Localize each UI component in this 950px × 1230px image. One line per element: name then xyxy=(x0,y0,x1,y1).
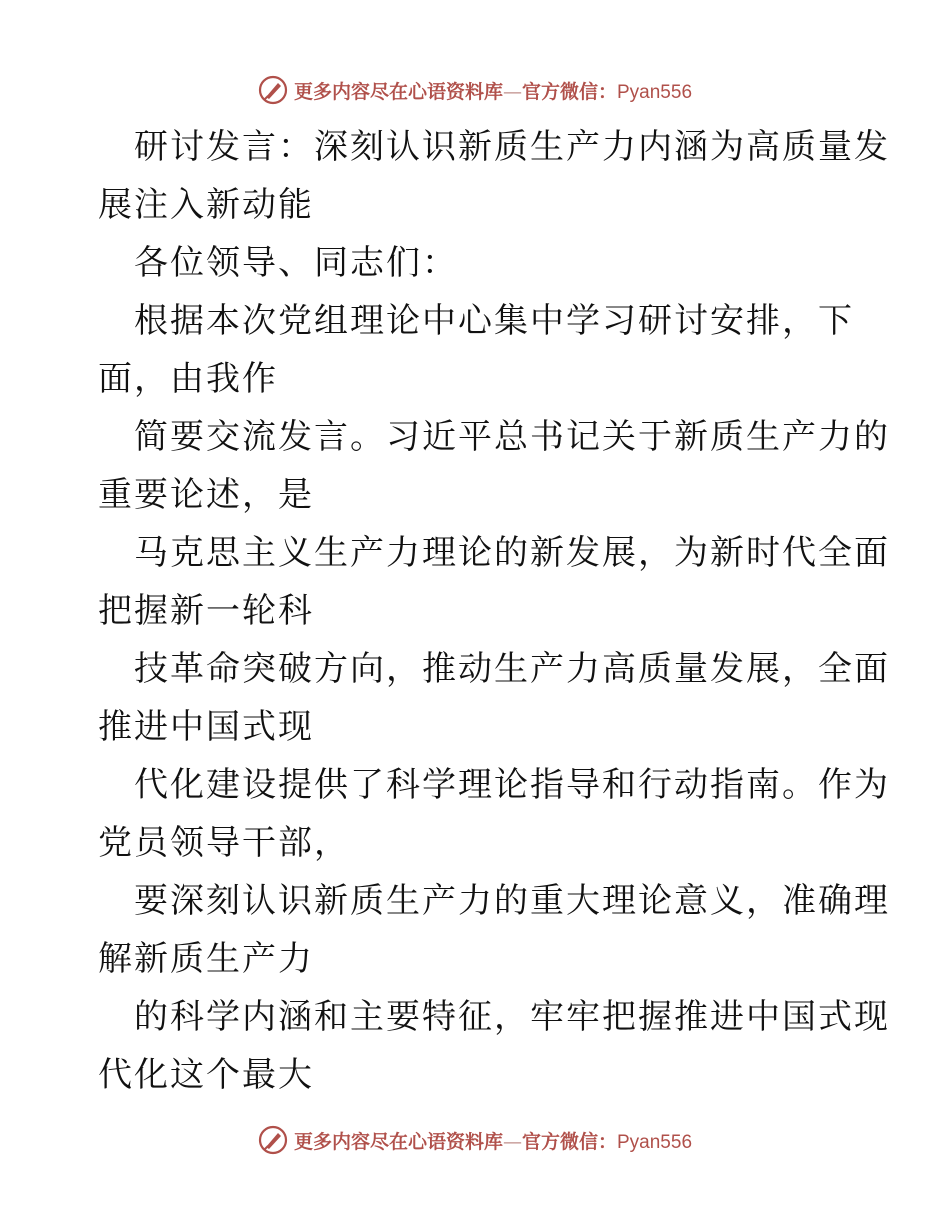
text-line: 代化建设提供了科学理论指导和行动指南。作为 xyxy=(134,765,890,805)
text-line: 各位领导、同志们： xyxy=(134,243,458,283)
footer-watermark-banner xyxy=(0,1120,950,1160)
banner-site-name: 更多内容尽在心语资料库 xyxy=(293,80,503,103)
text-line: 简要交流发言。习近平总书记关于新质生产力的 xyxy=(134,417,890,457)
paragraph xyxy=(98,118,890,234)
text-line: 把握新一轮科 xyxy=(98,591,314,631)
banner-wechat-label: 官方微信： xyxy=(521,1130,617,1153)
banner-dash: — xyxy=(502,1130,522,1153)
text-line: 解新质生产力 xyxy=(98,939,314,979)
paragraph xyxy=(98,872,890,988)
header-watermark-banner xyxy=(0,70,950,110)
banner-site-name: 更多内容尽在心语资料库 xyxy=(293,1130,503,1153)
paragraph xyxy=(98,234,858,292)
banner-text xyxy=(294,77,692,104)
text-line: 马克思主义生产力理论的新发展，为新时代全面 xyxy=(134,533,890,573)
text-line: 展注入新动能 xyxy=(98,185,314,225)
paragraph xyxy=(98,408,890,524)
paragraph xyxy=(98,988,890,1104)
banner-text xyxy=(294,1127,692,1154)
text-line: 根据本次党组理论中心集中学习研讨安排，下 xyxy=(134,301,854,341)
paragraph xyxy=(98,524,890,640)
paragraph xyxy=(98,756,890,872)
document-body xyxy=(98,118,890,1104)
banner-wechat-id: Pyan556 xyxy=(617,81,693,103)
text-line: 代化这个最大 xyxy=(98,1055,314,1095)
text-line: 要深刻认识新质生产力的重大理论意义，准确理 xyxy=(134,881,890,921)
text-line: 重要论述，是 xyxy=(98,475,314,515)
banner-dash: — xyxy=(502,80,522,103)
quill-pen-logo-icon xyxy=(258,1125,288,1155)
text-line: 的科学内涵和主要特征，牢牢把握推进中国式现 xyxy=(134,997,890,1037)
text-line: 推进中国式现 xyxy=(98,707,314,747)
paragraph xyxy=(98,292,858,408)
banner-wechat-label: 官方微信： xyxy=(521,80,617,103)
text-line: 研讨发言：深刻认识新质生产力内涵为高质量发 xyxy=(134,127,890,167)
text-line: 党员领导干部， xyxy=(98,823,350,863)
banner-wechat-id: Pyan556 xyxy=(617,1131,693,1153)
paragraph xyxy=(98,640,890,756)
text-line: 面，由我作 xyxy=(98,359,278,399)
text-line: 技革命突破方向，推动生产力高质量发展，全面 xyxy=(134,649,890,689)
quill-pen-logo-icon xyxy=(258,75,288,105)
